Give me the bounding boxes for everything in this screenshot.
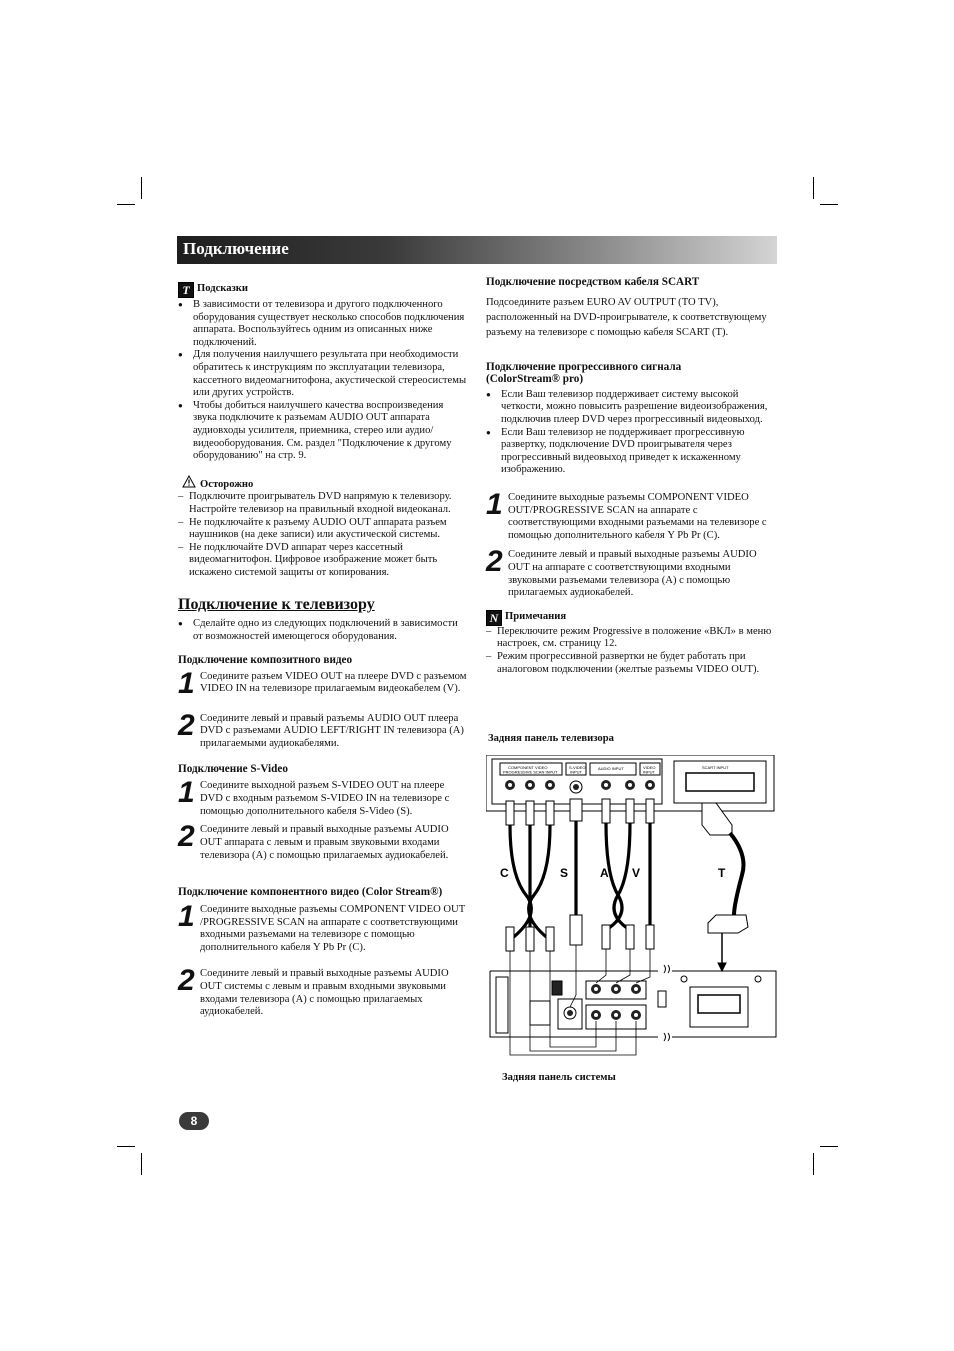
crop-mark <box>813 1153 814 1175</box>
hint-item: ● Чтобы добиться наилучшего качества воспроизведения звука подключите к разъемам AUDIO OUT аппарата аудиовходы усилителя, приемника, стерео или аудио/видеооборудования. См. раздел "Подключение к другому оборудованию" на стр. 9. <box>178 400 468 463</box>
svg-text:S-VIDEO: S-VIDEO <box>569 765 586 770</box>
component-step-2: 2 Соедините левый и правый выходные разъемы AUDIO OUT системы с левым и правым входными звуковыми входами телевизора (A) с помощью прилагаемых аудиокабелей. <box>178 964 449 1018</box>
caution-item: – Не подключайте DVD аппарат через кассетный видеомагнитофон. Цифровое изображение может быть искажено системой защиты от копирования. <box>178 542 468 580</box>
notes-heading: N Примечания <box>486 610 776 626</box>
composite-step-1: 1 Соедините разъем VIDEO OUT на плеере DVD с разъемом VIDEO IN на телевизоре прилагаемым видеокабелем (V). <box>178 666 467 700</box>
component-heading: Подключение компонентного видео (Color Stream®) <box>178 886 443 899</box>
scart-text: Подсоедините разъем EURO AV OUTPUT (TO TV), расположенный на DVD-проигрывателе, к соответствующему разъему на телевизоре с помощью кабеля SCART (T). <box>486 296 767 339</box>
svg-text:INPUT: INPUT <box>643 769 655 775</box>
caution-item: – Подключите проигрыватель DVD напрямую к телевизору. Настройте телевизор на правильный входной видеоканал. <box>178 491 468 516</box>
svideo-step-1: 1 Соедините выходной разъем S-VIDEO OUT на плеере DVD с входным разъемом S-VIDEO IN на телевизоре с помощью дополнительного кабеля S-Video (S). <box>178 776 450 817</box>
progressive-item: ● Если Ваш телевизор поддерживает систему высокой четкости, можно повысить разрешение видеоизображения, подключив плеер DVD через прогрессивный видеовыход. <box>486 389 776 427</box>
component-step-1: 1 Соедините выходные разъемы COMPONENT VIDEO OUT /PROGRESSIVE SCAN на аппарате с соответствующими входными разъемами на телевизоре с помощью дополнительного кабеля Y Pb Pr (C). <box>178 900 465 953</box>
left-column <box>178 282 468 1019</box>
progressive-item: ● Если Ваш телевизор не поддерживает прогрессивную развертку, подключение DVD проигрывателя через прогрессивный видеовыход приведет к искаженному изображению. <box>486 427 776 477</box>
lead-lines <box>510 945 650 1055</box>
crop-mark <box>141 1153 142 1175</box>
system-jacks <box>564 984 641 1020</box>
note-icon: N <box>486 610 502 626</box>
caution-heading: Осторожно <box>178 475 468 492</box>
crop-mark <box>820 204 838 205</box>
cable-label-s: S <box>560 866 569 880</box>
progressive-heading: Подключение прогрессивного сигнала (ColorStream® pro) <box>486 360 682 385</box>
step-number: 2 <box>178 820 195 854</box>
page-number: 8 <box>190 1114 198 1128</box>
step-number: 1 <box>178 776 195 810</box>
cable-label-v: V <box>632 866 641 880</box>
video-cable <box>646 799 654 949</box>
tv-connection-note: ● Сделайте одно из следующих подключений в зависимости от возможностей имеющегося оборудования. <box>178 618 468 643</box>
composite-step-2: 2 Соедините левый и правый разъемы AUDIO OUT плеера DVD с разъемами AUDIO LEFT/RIGHT IN телевизора (A) прилагаемыми аудиокабелями. <box>178 708 464 750</box>
note-item: – Переключите режим Progressive в положение «ВКЛ» в меню настроек, см. страницу 12. <box>486 626 776 651</box>
svg-text:PROGRESSIVE SCAN INPUT: PROGRESSIVE SCAN INPUT <box>503 769 558 775</box>
cable-label-a: A <box>600 866 609 880</box>
section-title: Подключение <box>183 239 289 258</box>
svg-text:SCART INPUT: SCART INPUT <box>702 765 729 770</box>
tip-icon: T <box>178 282 194 298</box>
svg-text:INPUT: INPUT <box>570 769 582 775</box>
tv-panel-label: Задняя панель телевизора <box>488 733 614 744</box>
svg-text:COMPONENT VIDEO: COMPONENT VIDEO <box>508 765 548 770</box>
component-cable <box>506 801 554 951</box>
step-number: 1 <box>178 666 195 700</box>
cable-label-c: C <box>500 866 509 880</box>
crop-mark <box>820 1146 838 1147</box>
cable-label-t: T <box>718 866 726 880</box>
hints-heading: T Подсказки <box>178 282 468 298</box>
caution-item: – Не подключайте к разъему AUDIO OUT аппарата разъем наушников (на деке записи) или акустической системы. <box>178 517 468 542</box>
right-column <box>486 276 776 676</box>
progressive-step-2: 2 Соедините левый и правый выходные разъемы AUDIO OUT на аппарате с соответствующими входными звуковыми разъемами телевизора (A) с помощью прилагаемых аудиокабелей. <box>486 545 757 599</box>
scart-heading: Подключение посредством кабеля SCART <box>486 276 700 288</box>
crop-mark <box>813 177 814 199</box>
composite-heading: Подключение композитного видео <box>178 654 353 667</box>
step-number: 1 <box>486 487 503 521</box>
step-number: 2 <box>178 964 195 998</box>
svg-text:VIDEO: VIDEO <box>643 765 656 770</box>
progressive-step-1: 1 Соедините выходные разъемы COMPONENT VIDEO OUT/PROGRESSIVE SCAN на аппарате с соответствующими входными разъемами на телевизоре с помощью дополнительного кабеля Y Pb Pr (C). <box>486 487 767 541</box>
crop-mark <box>117 204 135 205</box>
page-number-badge <box>179 1112 209 1130</box>
crop-mark <box>117 1146 135 1147</box>
connection-diagram <box>486 755 778 1067</box>
svideo-cable <box>570 799 582 945</box>
step-number: 2 <box>178 708 195 742</box>
tv-jacks <box>505 780 655 793</box>
warning-icon <box>182 475 196 488</box>
system-panel-label: Задняя панель системы <box>502 1072 616 1083</box>
svideo-heading: Подключение S-Video <box>178 762 288 775</box>
svg-text:AUDIO INPUT: AUDIO INPUT <box>598 766 624 771</box>
svideo-step-2: 2 Соедините левый и правый выходные разъемы AUDIO OUT аппарата с левым и правым звуковыми входами телевизора (A) с помощью прилагаемых аудиокабелей. <box>178 820 449 861</box>
hint-item: ● В зависимости от телевизора и другого подключенного оборудования существует несколько способов подключения аппарата. Воспользуйтесь одним из описанных ниже подключений. <box>178 299 468 349</box>
hint-item: ● Для получения наилучшего результата при необходимости обратитесь к инструкциям по эксплуатации телевизора, кассетного видеомагнитофона, акустической стереосистемы или других устройств. <box>178 349 468 399</box>
step-number: 1 <box>178 900 195 934</box>
tv-connection-heading: Подключение к телевизору <box>178 596 375 614</box>
note-item: – Режим прогрессивной развертки не будет работать при аналоговом подключении (желтые разъемы VIDEO OUT). <box>486 651 776 676</box>
step-number: 2 <box>486 545 503 579</box>
scart-cable <box>702 803 748 971</box>
system-back-panel <box>490 971 776 1037</box>
section-header-bar <box>177 236 777 264</box>
crop-mark <box>141 177 142 199</box>
